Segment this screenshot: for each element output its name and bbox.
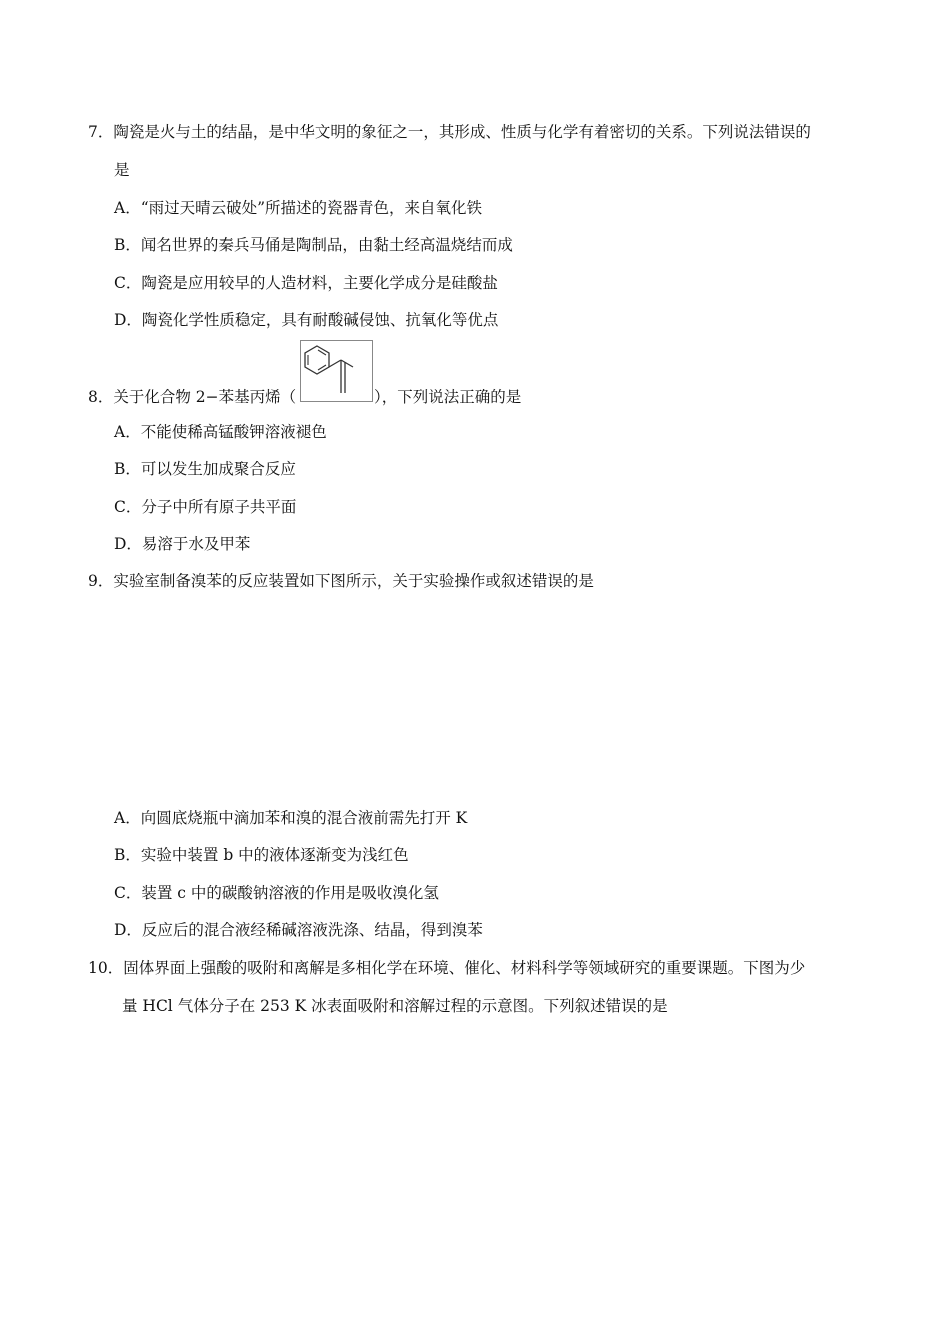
q9-stem: 9．实验室制备溴苯的反应装置如下图所示，关于实验操作或叙述错误的是 (88, 572, 594, 590)
q10-stem-line2: 量 HCl 气体分子在 253 K 冰表面吸附和溶解过程的示意图。下列叙述错误的是 (122, 997, 668, 1015)
q7-stem-line2: 是 (114, 161, 130, 179)
q8-stem-before: 8．关于化合物 2−苯基丙烯（ (88, 388, 297, 406)
q10-figure-area (114, 1030, 814, 1290)
q8-option-d: D．易溶于水及甲苯 (114, 535, 251, 553)
molecule-structure-icon (301, 341, 374, 403)
q7-option-a: A．“雨过天晴云破处”所描述的瓷器青色，来自氧化铁 (114, 199, 483, 217)
q8-option-b: B．可以发生加成聚合反应 (114, 460, 296, 478)
q9-option-c: C．装置 c 中的碳酸钠溶液的作用是吸收溴化氢 (114, 884, 439, 902)
q8-stem-after: ），下列说法正确的是 (374, 388, 522, 406)
q9-apparatus-figure-area (114, 600, 814, 795)
q9-option-a: A．向圆底烧瓶中滴加苯和溴的混合液前需先打开 K (114, 809, 468, 827)
q7-option-b: B．闻名世界的秦兵马俑是陶制品，由黏土经高温烧结而成 (114, 236, 513, 254)
2-phenylpropene-structure-image (300, 340, 373, 402)
q9-option-b: B．实验中装置 b 中的液体逐渐变为浅红色 (114, 846, 409, 864)
q7-option-d: D．陶瓷化学性质稳定，具有耐酸碱侵蚀、抗氧化等优点 (114, 311, 499, 329)
q8-option-a: A．不能使稀高锰酸钾溶液褪色 (114, 423, 327, 441)
q10-stem-line1: 10．固体界面上强酸的吸附和离解是多相化学在环境、催化、材料科学等领域研究的重要课题。下图为少 (88, 959, 806, 977)
q9-option-d: D．反应后的混合液经稀碱溶液洗涤、结晶，得到溴苯 (114, 921, 483, 939)
q7-option-c: C．陶瓷是应用较早的人造材料，主要化学成分是硅酸盐 (114, 274, 498, 292)
q7-stem-line1: 7．陶瓷是火与土的结晶，是中华文明的象征之一，其形成、性质与化学有着密切的关系。下列说法错误的 (88, 123, 811, 141)
q8-option-c: C．分子中所有原子共平面 (114, 498, 297, 516)
